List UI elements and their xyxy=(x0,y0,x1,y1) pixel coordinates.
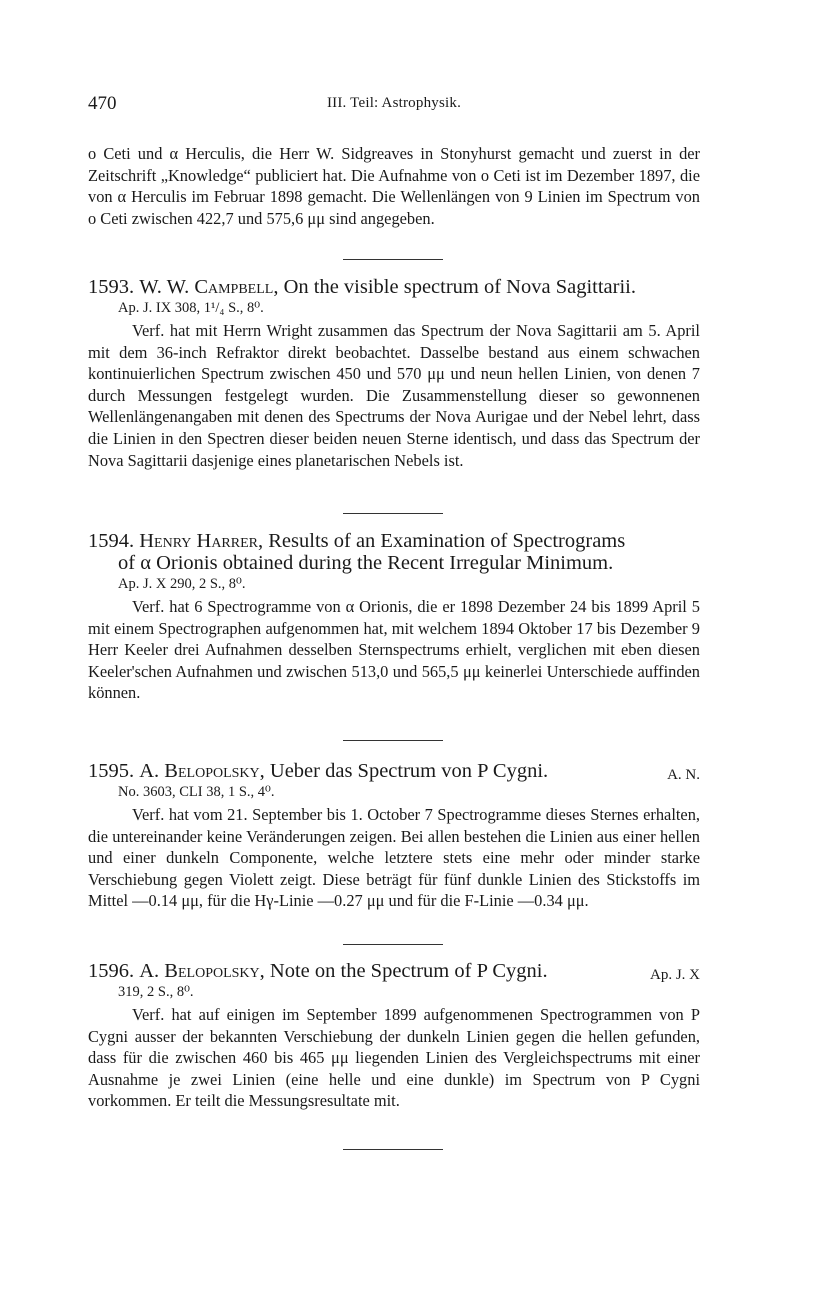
entry-1595 xyxy=(88,760,700,912)
section-divider xyxy=(343,944,443,945)
entry-title xyxy=(88,276,700,298)
entry-paragraph: Verf. hat 6 Spectrogramme von α Orionis, die er 1898 Dezember 24 bis 1899 April 5 mit einem Spectrographen aufgenommen hat, mit welchem 1894 Oktober 17 bis Dezember 9 Herr Keeler drei Aufnahmen desselben Sternspectrums erhielt, verglichen mit eben diesen Keeler'schen Aufnahmen und zwischen 513,0 und 565,5 μμ keinerlei Unterschiede auffinden können. xyxy=(88,597,700,703)
entry-reference: 319, 2 S., 8⁰. xyxy=(118,984,194,1000)
entry-number: 1593. xyxy=(88,276,135,298)
entry-reference: Ap. J. X 290, 2 S., 8⁰. xyxy=(118,576,246,592)
entry-title-text: Ueber das Spectrum von P Cygni. xyxy=(269,760,549,782)
entry-1596 xyxy=(88,960,700,1112)
entry-title xyxy=(88,960,700,982)
entry-author: A. Belopolsky, xyxy=(139,960,265,982)
entry-number: 1594. xyxy=(88,530,135,552)
entry-reference-journal: Ap. J. X xyxy=(649,967,700,983)
entry-1593 xyxy=(88,276,700,471)
entry-number: 1595. xyxy=(88,760,135,782)
entry-number: 1596. xyxy=(88,960,135,982)
entry-paragraph: Verf. hat vom 21. September bis 1. October 7 Spectrogramme dieses Sternes erhalten, die untereinander keine Veränderungen zeigen. Bei allen bestehen die Linien aus einer hellen und einer dunkeln Componente, welche letztere stets eine mehr oder minder starke Verschiebung gegen Violett zeigt. Diese beträgt für fünf dunkle Linien des Stickstoffs im Mittel —0.14 μμ, für die Hγ-Linie —0.27 μμ und für die F-Linie —0.34 μμ. xyxy=(88,805,700,911)
section-divider xyxy=(343,513,443,514)
entry-reference: No. 3603, CLI 38, 1 S., 4⁰. xyxy=(118,784,275,800)
entry-title-text: Results of an Examination of Spectrograms xyxy=(268,530,626,552)
section-divider xyxy=(343,1149,443,1150)
page-number: 470 xyxy=(88,93,117,114)
entry-title-text: On the visible spectrum of Nova Sagittarii. xyxy=(283,276,636,298)
entry-author: W. W. Campbell, xyxy=(139,276,279,298)
section-divider xyxy=(343,259,443,260)
entry-author: Henry Harrer, xyxy=(139,530,264,552)
entry-paragraph: Verf. hat mit Herrn Wright zusammen das Spectrum der Nova Sagittarii am 5. April mit dem 36-inch Refraktor direkt beobachtet. Dasselbe bestand aus einem schwachen kontinuierlichen Spectrum zwischen 450 und 570 μμ und neun hellen Linien, von denen 7 durch Messungen festgelegt wurden. Die Zusammenstellung dieser so gewonnenen Wellenlängenangaben mit denen des Spectrums der Nova Aurigae und der Nebel lehrt, dass die Linien in den Spectren dieser beiden neuen Sterne identisch, und dass das Spectrum der Nova Sagittarii dasjenige eines planetarischen Nebels ist. xyxy=(88,321,700,470)
running-title: III. Teil: Astrophysik. xyxy=(326,95,462,111)
entry-title xyxy=(88,530,700,552)
entry-title-continued: of α Orionis obtained during the Recent Irregular Minimum. xyxy=(118,552,614,574)
entry-reference-journal: A. N. xyxy=(667,767,700,783)
intro-block xyxy=(88,143,700,229)
entry-title xyxy=(88,760,700,782)
entry-paragraph: Verf. hat auf einigen im September 1899 aufgenommenen Spectrogrammen von P Cygni ausser der bekannten Verschiebung der dunkeln Linien gegen die hellen gefunden, dass für die zwischen 460 bis 465 μμ liegenden Linien des Vergleichspectrums mit einer Ausnahme je zwei Linien (eine helle und eine dunkle) im Spectrum von P Cygni vorkommen. Er teilt die Messungsresultate mit. xyxy=(88,1005,700,1111)
entry-reference: Ap. J. IX 308, 1¹/₄ S., 8⁰. xyxy=(118,300,264,316)
intro-paragraph: o Ceti und α Herculis, die Herr W. Sidgreaves in Stonyhurst gemacht und zuerst in der Zeitschrift „Knowledge“ publiciert hat. Die Aufnahme von o Ceti ist im Dezember 1897, die von α Herculis im Februar 1898 gemacht. Die Wellenlängen von 9 Linien im Spectrum von o Ceti zwischen 422,7 und 575,6 μμ sind angegeben. xyxy=(88,144,700,228)
section-divider xyxy=(343,740,443,741)
page-header xyxy=(88,93,700,115)
entry-title-text: Note on the Spectrum of P Cygni. xyxy=(269,960,548,982)
entry-1594 xyxy=(88,530,700,704)
entry-author: A. Belopolsky, xyxy=(139,760,265,782)
